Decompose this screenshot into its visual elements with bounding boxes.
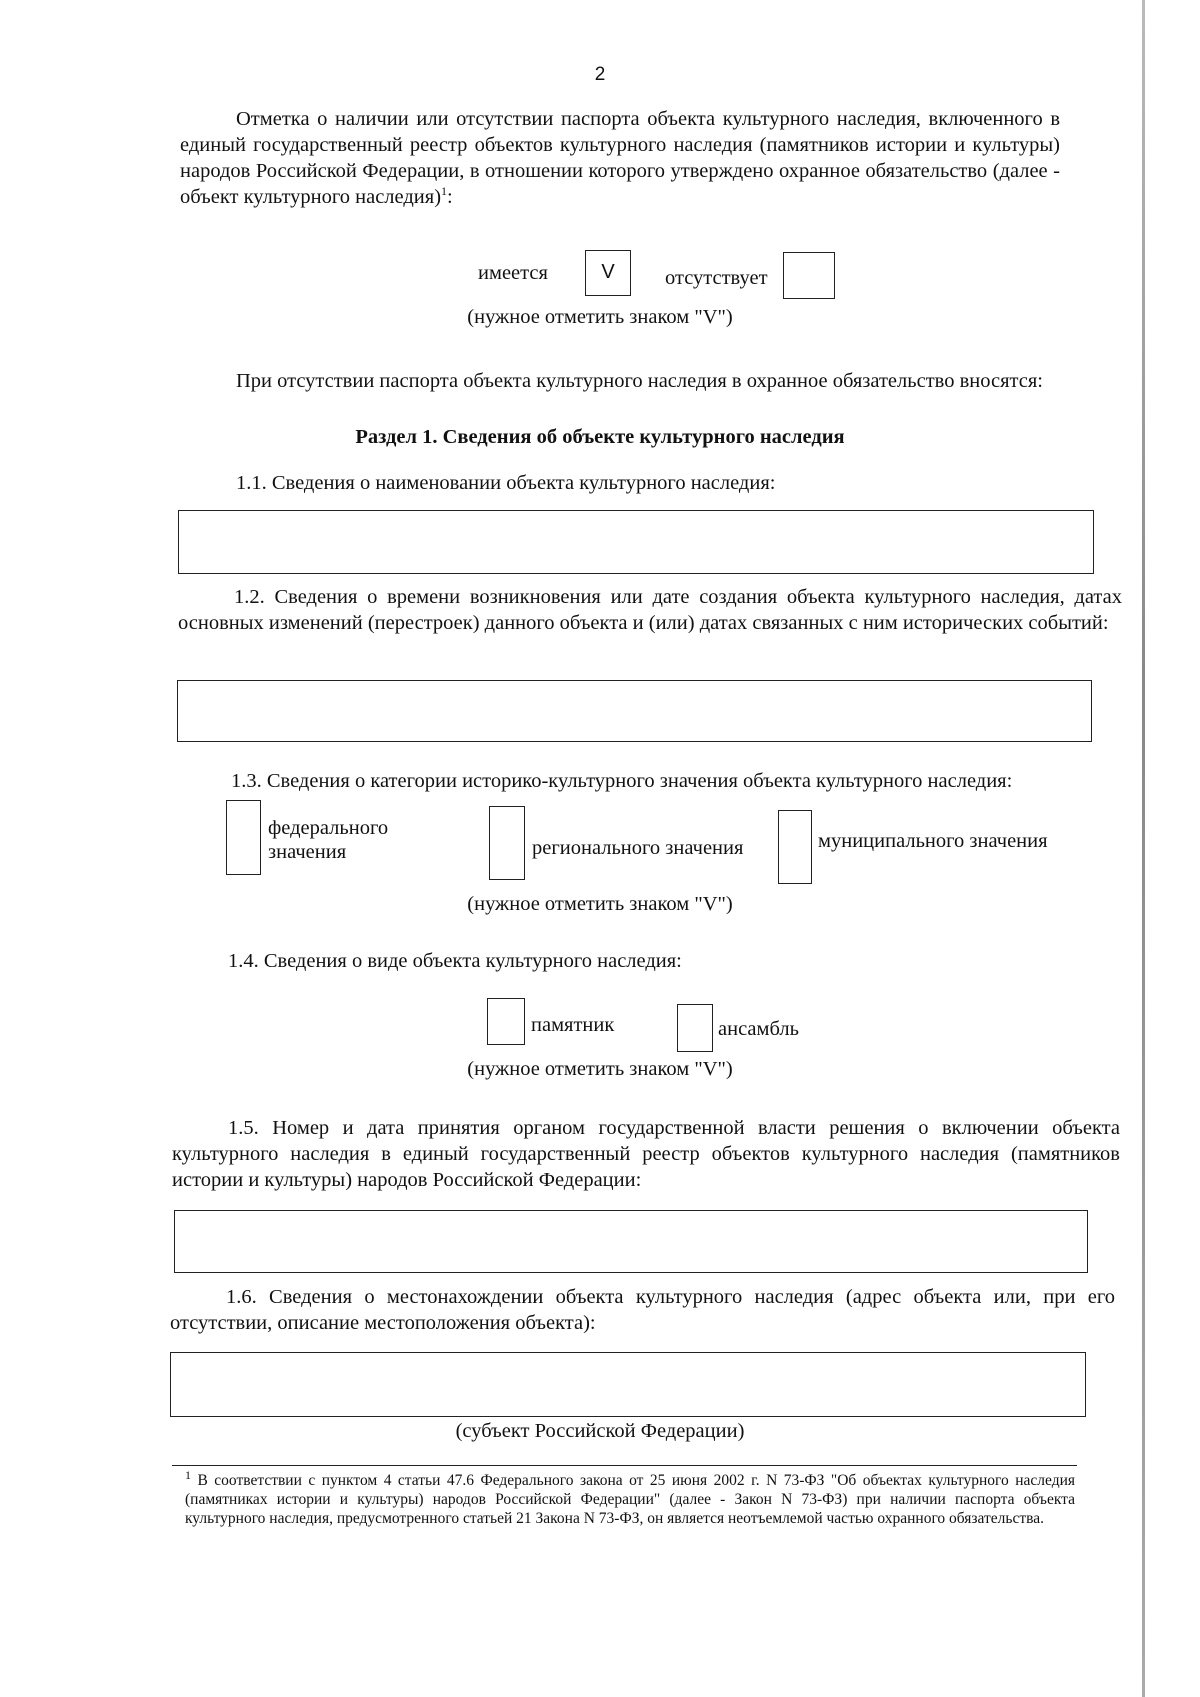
footnote (185, 1467, 1076, 1528)
footnote-separator (172, 1465, 1077, 1466)
s12-text: 1.2. Сведения о времени возникновения или дате создания объекта культурного наследия, датах основных изменений (перестроек) данного объекта и (или) датах связанных с ним исторических событий: (178, 586, 1122, 634)
s14-monument-label: памятник (531, 1014, 615, 1036)
s13-municipal-checkbox[interactable] (778, 810, 812, 884)
s12-field[interactable] (177, 680, 1092, 742)
s13-municipal-label: муниципального значения (818, 830, 1048, 852)
s13-federal-checkbox[interactable] (226, 800, 261, 875)
s16-field[interactable] (170, 1352, 1086, 1417)
s14-hint: (нужное отметить знаком "V") (467, 1058, 733, 1080)
s13-regional-checkbox[interactable] (489, 806, 525, 880)
s13-text: 1.3. Сведения о категории историко-культурного значения объекта культурного наследия: (231, 770, 1013, 792)
s13-federal-label: федерального значения (268, 817, 389, 863)
passport-present-label: имеется (478, 262, 548, 284)
passport-hint: (нужное отметить знаком "V") (467, 306, 733, 328)
s11-text: 1.1. Сведения о наименовании объекта культурного наследия: (236, 472, 776, 494)
page-number: 2 (594, 64, 606, 85)
footnote-mark: 1 (185, 1467, 191, 1482)
section-title: Раздел 1. Сведения об объекте культурного наследия (355, 426, 845, 448)
s14-ensemble-label: ансамбль (718, 1018, 799, 1040)
intro-text: Отметка о наличии или отсутствии паспорта объекта культурного наследия, включенного в единый государственный реестр объектов культурного наследия (памятников истории и культуры) народов Российской Федерации, в отношении которого утверждено охранное обязательство (далее - объект культурного наследия) (180, 108, 1060, 208)
s16-caption: (субъект Российской Федерации) (455, 1420, 745, 1442)
s14-ensemble-checkbox[interactable] (677, 1004, 713, 1052)
footnote-ref: 1 (441, 184, 448, 199)
absent-note: При отсутствии паспорта объекта культурного наследия в охранное обязательство вносятся: (236, 370, 1043, 392)
s13-hint: (нужное отметить знаком "V") (467, 893, 733, 915)
s11-field[interactable] (178, 510, 1094, 574)
s14-text: 1.4. Сведения о виде объекта культурного наследия: (228, 950, 682, 972)
passport-absent-label: отсутствует (665, 267, 768, 289)
passport-absent-checkbox[interactable] (783, 252, 835, 299)
s15-field[interactable] (174, 1210, 1088, 1273)
footnote-text: В соответствии с пунктом 4 статьи 47.6 Федерального закона от 25 июня 2002 г. N 73-ФЗ "Об объектах культурного наследия (памятниках истории и культуры) народов Российской Федерации" (далее - Закон N 73-ФЗ) при наличии паспорта объекта культурного наследия, предусмотренного статьей 21 Закона N 73-ФЗ, он является неотъемлемой частью охранного обязательства. (185, 1472, 1076, 1527)
passport-present-checkbox[interactable]: V (585, 250, 631, 296)
s15-text: 1.5. Номер и дата принятия органом государственной власти решения о включении объекта культурного наследия в единый государственный реестр объектов культурного наследия (памятников истории и культуры) народов Российской Федерации: (172, 1117, 1120, 1191)
s13-regional-label: регионального значения (532, 837, 744, 859)
s16-text: 1.6. Сведения о местонахождении объекта культурного наследия (адрес объекта или, при его отсутствии, описание местоположения объекта): (170, 1286, 1115, 1334)
intro-paragraph: Отметка о наличии или отсутствии паспорта объекта культурного наследия, включенного в единый государственный реестр объектов культурного наследия (памятников истории и культуры) народов Российской Федерации, в отношении которого утверждено охранное обязательство (далее - объект культурного наследия)$^1$: (180, 108, 1060, 208)
s14-monument-checkbox[interactable] (487, 998, 525, 1045)
